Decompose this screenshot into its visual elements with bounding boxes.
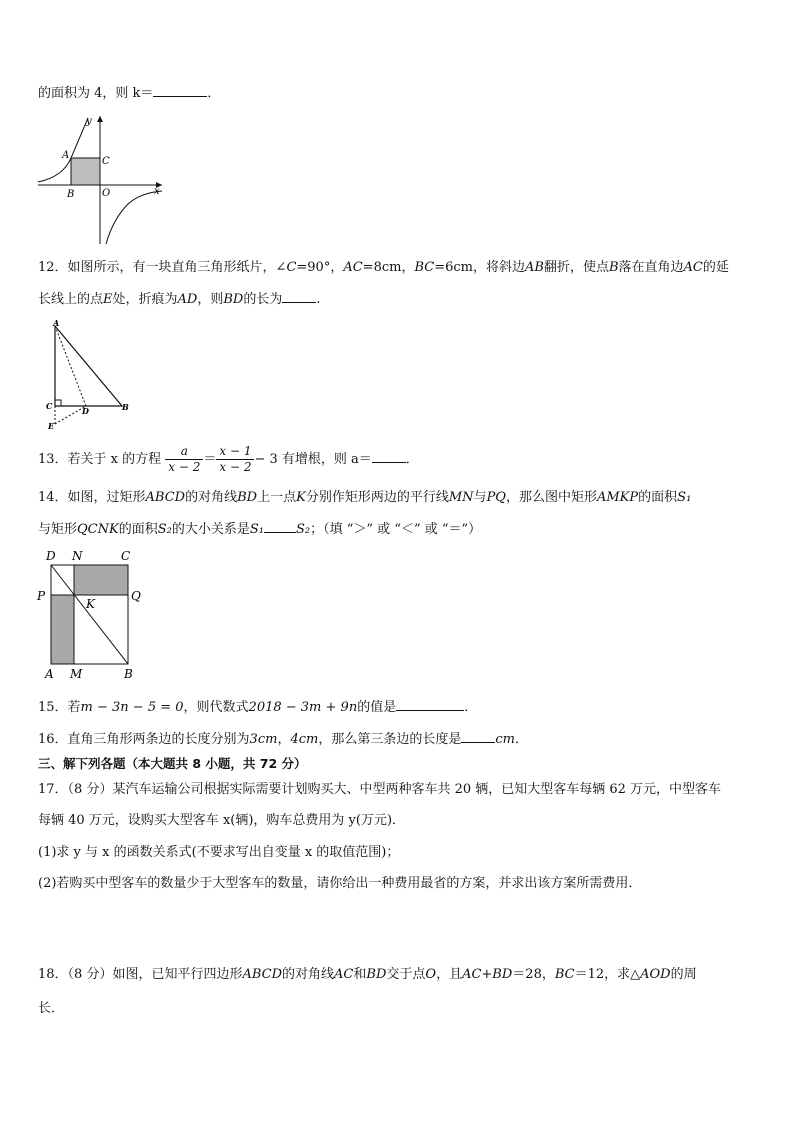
shaded-rectangle: [71, 158, 100, 185]
q13-answer-blank[interactable]: [372, 450, 406, 463]
label-K: K: [86, 597, 95, 611]
label-O: O: [102, 188, 111, 199]
label-C: C: [121, 549, 131, 563]
q17-line4: (2)若购买中型客车的数量少于大型客车的数量，请你给出一种费用最省的方案，并求出该方案所需费用．: [38, 876, 642, 891]
label-D: D: [82, 406, 89, 416]
label-y: y: [86, 116, 92, 127]
q14-line2: 与矩形QCNK的面积S₂的大小关系是S₁ S₂；（填 “＞” 或 “＜” 或 “＝”）: [38, 522, 482, 537]
q11-answer-blank[interactable]: [153, 84, 207, 97]
label-E: E: [48, 421, 55, 430]
q13-line: 13．若关于 x 的方程 $\frac{a}{x - 2}$ ＝ $\frac{x - 1}{x - 2}$ − 3 有增根，则 a＝ ．: [38, 444, 419, 474]
label-A: A: [62, 150, 70, 161]
q16-answer-blank[interactable]: [461, 730, 495, 743]
q17-line1: 17．（8 分）某汽车运输公司根据实际需要计划购买大、中型两种客车共 20 辆，已知大型客车每辆 62 万元，中型客车: [38, 782, 722, 797]
triangle-ABC: [55, 326, 122, 406]
label-A: A: [53, 318, 60, 328]
label-A: A: [45, 667, 54, 680]
section-3-title: 三、解下列各题（本大题共 8 小题，共 72 分）: [38, 756, 307, 771]
label-C: C: [46, 401, 53, 411]
shaded-rect-AMKP: [51, 595, 74, 664]
label-B: B: [124, 667, 133, 680]
q14-line1: 14．如图，过矩形ABCD的对角线BD上一点K分别作矩形两边的平行线MN与PQ，那么图中矩形AMKP的面积S₁: [38, 490, 692, 505]
q12-line2: 长线上的点E处，折痕为AD，则BD的长为 .: [38, 292, 321, 307]
right-angle-mark: [55, 400, 61, 406]
q17-line3: (1)求 y 与 x 的函数关系式(不要求写出自变量 x 的取值范围)；: [38, 845, 400, 860]
figure-q14: [34, 548, 154, 680]
label-D: D: [46, 549, 56, 563]
label-Q: Q: [131, 589, 141, 603]
label-N: N: [72, 549, 83, 563]
q15-line: 15．若m − 3n − 5 = 0，则代数式2018 − 3m + 9n的值是 ．: [38, 700, 478, 715]
q14-answer-blank[interactable]: [264, 520, 296, 533]
figure-q12: [44, 318, 134, 430]
q18-line1: 18．（8 分）如图，已知平行四边形ABCD的对角线AC和BD交于点O，且AC+BD＝28，BC＝12，求△AOD的周: [38, 967, 697, 982]
q12-line1: 12．如图所示，有一块直角三角形纸片，∠C=90°，AC=8cm，BC=6cm，将斜边AB翻折，使点B落在直角边AC的延: [38, 260, 729, 275]
label-B: B: [122, 402, 129, 412]
shaded-rect-QCNK: [74, 565, 128, 595]
q12-answer-blank[interactable]: [282, 290, 316, 303]
fold-line-AD: [55, 326, 86, 406]
label-P: P: [37, 589, 46, 603]
hyperbola-branch-lower: [106, 191, 162, 244]
q16-line: 16．直角三角形两条边的长度分别为3cm，4cm，那么第三条边的长度是 cm．: [38, 732, 528, 747]
q17-line2: 每辆 40 万元，设购买大型客车 x(辆)，购车总费用为 y(万元)．: [38, 813, 406, 828]
q15-answer-blank[interactable]: [396, 698, 464, 711]
figure-q11: [36, 112, 166, 247]
label-C: C: [102, 156, 110, 167]
fraction-1: $\frac{a}{x - 2}$: [165, 444, 203, 475]
q11-line: 的面积为 4，则 k＝ ．: [38, 86, 221, 101]
label-B: B: [67, 189, 75, 200]
fraction-2: $\frac{x - 1}{x - 2}$: [216, 444, 254, 475]
y-axis-arrow: [97, 116, 103, 122]
q18-line2: 长．: [38, 1001, 65, 1016]
label-M: M: [70, 667, 83, 680]
label-x: x: [154, 186, 160, 197]
